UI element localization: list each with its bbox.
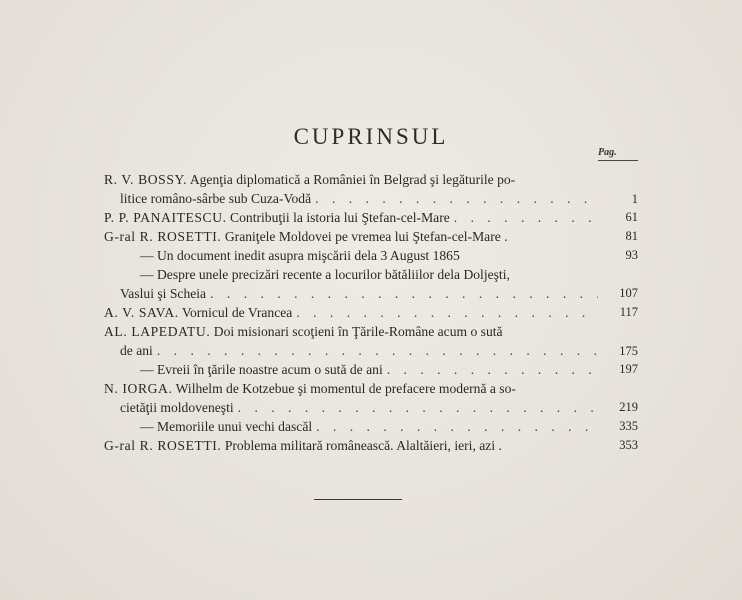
dot-leader [206, 284, 598, 303]
entry-page-number: 353 [619, 438, 638, 452]
entry-title-continued: litice româno-sârbe sub Cuza-Vodă [120, 191, 312, 206]
entry-title: Wilhelm de Kotzebue şi momentul de prefacere modernă a so- [175, 381, 516, 396]
toc-entry-line [120, 189, 598, 208]
dot-leader [234, 398, 598, 417]
dot-leader [312, 417, 598, 436]
entry-title: — Despre unele precizări recente a locurilor bătăliilor dela Doljeşti, [140, 267, 510, 282]
entry-author: AL. LAPEDATU. [104, 324, 211, 339]
toc-entry-line [120, 398, 598, 417]
entry-page-number: 117 [619, 305, 638, 319]
entry-author: G-ral R. ROSETTI. [104, 229, 222, 244]
toc-entry-line [104, 227, 614, 246]
entry-title: Agenţia diplomatică a României în Belgrad şi legăturile po- [189, 172, 516, 187]
toc-entry-line [104, 322, 642, 341]
entry-title-continued: Vaslui şi Scheia [120, 286, 207, 301]
entry-page-number: 81 [625, 229, 638, 243]
entry-author: R. V. BOSSY. [104, 172, 188, 187]
page-title: CUPRINSUL [293, 124, 449, 149]
toc-entry-line [104, 208, 598, 227]
toc-entry-line [104, 436, 610, 455]
dot-leader [383, 360, 598, 379]
header-underline [598, 160, 638, 161]
dot-leader [292, 303, 598, 322]
toc-entry-line [104, 170, 642, 189]
entry-page-number: 61 [625, 210, 638, 224]
entry-title: — Evreii în ţările noastre acum o sută de ani [140, 362, 383, 377]
dot-leader [153, 341, 598, 360]
closing-rule [314, 499, 402, 500]
entry-title-continued: cietăţii moldoveneşti [120, 400, 234, 415]
dot-leader [450, 208, 598, 227]
entry-page-number: 93 [625, 248, 638, 262]
entry-page-number: 219 [619, 400, 638, 414]
toc-entry-line [104, 379, 642, 398]
entry-title: Doi misionari scoţieni în Ţările-Române acum o sută [213, 324, 503, 339]
entry-author: P. P. PANAITESCU. [104, 210, 227, 225]
entry-author: G-ral R. ROSETTI. [104, 438, 222, 453]
page-column-header: Pag. [598, 147, 617, 158]
entry-page-number: 335 [619, 419, 638, 433]
toc-entry-line [120, 341, 598, 360]
entry-title: — Memoriile unui vechi dascăl [140, 419, 313, 434]
entry-title: Vornicul de Vrancea [181, 305, 293, 320]
dot-leader [311, 189, 598, 208]
toc-entry-line [140, 246, 610, 265]
entry-page-number: 1 [631, 192, 638, 206]
entry-title: — Un document inedit asupra mişcării dela 3 August 1865 [140, 248, 460, 263]
entry-author: N. IORGA. [104, 381, 173, 396]
entry-author: A. V. SAVA. [104, 305, 179, 320]
toc-entry-line [104, 303, 598, 322]
toc-entry-line [120, 284, 598, 303]
entry-title: Graniţele Moldovei pe vremea lui Ştefan-cel-Mare . [224, 229, 508, 244]
toc-entry-line [140, 265, 642, 284]
entry-page-number: 197 [619, 362, 638, 376]
entry-title: Contribuţii la istoria lui Ştefan-cel-Mare [230, 210, 450, 225]
toc-entry-line [140, 360, 598, 379]
entry-page-number: 175 [619, 344, 638, 358]
entry-page-number: 107 [619, 286, 638, 300]
entry-title: Problema militară românească. Alaltăieri, ieri, azi . [224, 438, 502, 453]
toc-entry-line [140, 417, 598, 436]
entry-title-continued: de ani [120, 343, 153, 358]
